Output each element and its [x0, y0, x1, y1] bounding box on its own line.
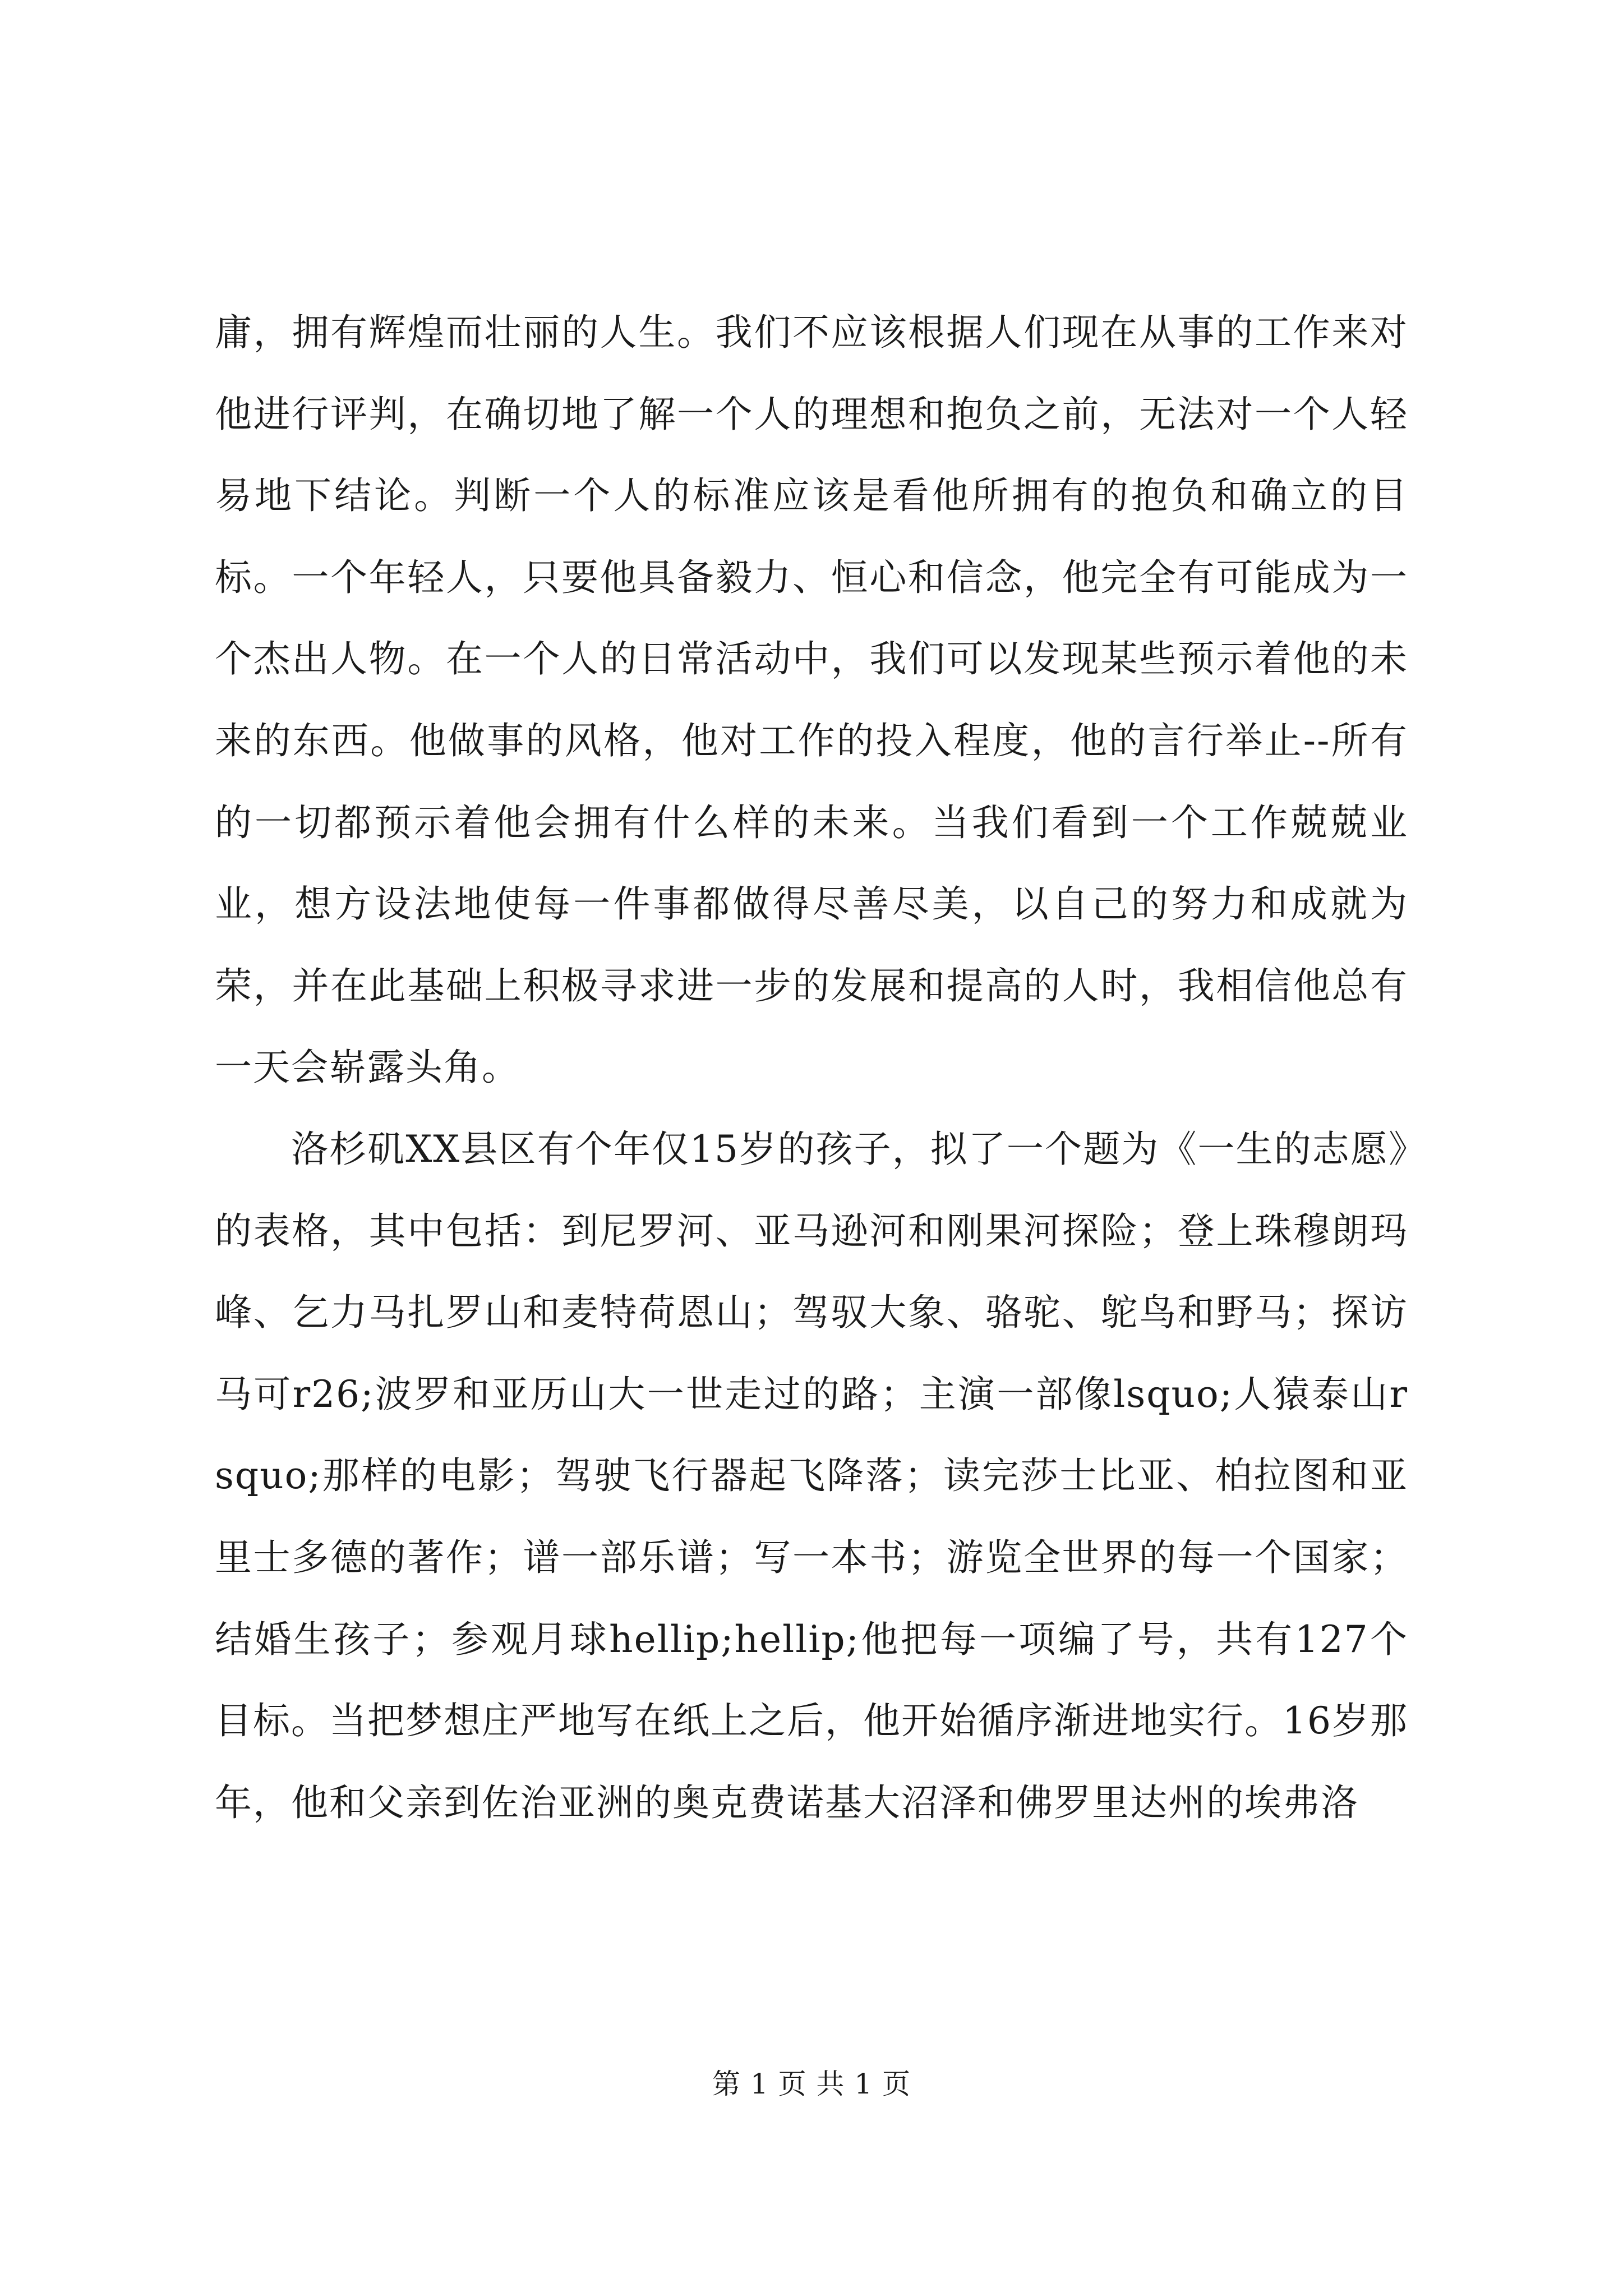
paragraph-2: 洛杉矶XX县区有个年仅15岁的孩子，拟了一个题为《一生的志愿》的表格，其中包括：到尼罗河、亚马逊河和刚果河探险；登上珠穆朗玛峰、乞力马扎罗山和麦特荷恩山；驾驭大象、骆驼、鸵鸟和野马；探访马可r26;波罗和亚历山大一世走过的路；主演一部像lsquo;人猿泰山rsquo;那样的电影；驾驶飞行器起飞降落；读完莎士比亚、柏拉图和亚里士多德的著作；谱一部乐谱；写一本书；游览全世界的每一个国家；结婚生孩子；参观月球hellip;hellip;他把每一项编了号，共有127个目标。当把梦想庄严地写在纸上之后，他开始循序渐进地实行。16岁那年，他和父亲到佐治亚洲的奥克费诺基大沼泽和佛罗里达州的埃弗洛	[215, 1127, 1408, 1824]
page-footer: 第 1 页 共 1 页	[712, 2068, 911, 2100]
paragraph-1: 庸，拥有辉煌而壮丽的人生。我们不应该根据人们现在从事的工作来对他进行评判，在确切地了解一个人的理想和抱负之前，无法对一个人轻易地下结论。判断一个人的标准应该是看他所拥有的抱负和确立的目标。一个年轻人，只要他具备毅力、恒心和信念，他完全有可能成为一个杰出人物。在一个人的日常活动中，我们可以发现某些预示着他的未来的东西。他做事的风格，他对工作的投入程度，他的言行举止--所有的一切都预示着他会拥有什么样的未来。当我们看到一个工作兢兢业业，想方设法地使每一件事都做得尽善尽美，以自己的努力和成就为荣，并在此基础上积极寻求进一步的发展和提高的人时，我相信他总有一天会崭露头角。	[215, 311, 1408, 1089]
document-body	[215, 292, 1408, 1843]
